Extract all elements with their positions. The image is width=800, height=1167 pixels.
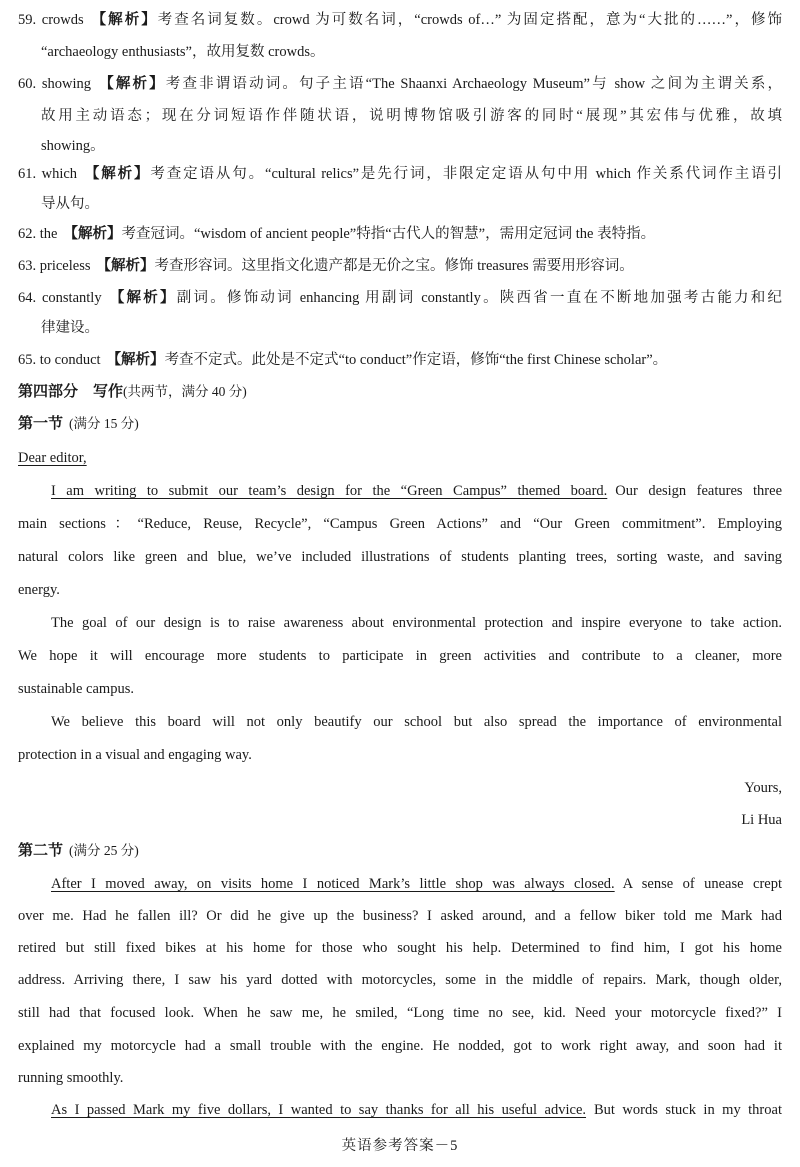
- item-63-text: 考查形容词。这里指文化遗产都是无价之宝。修饰 treasures 需要用形容词。: [154, 258, 634, 274]
- story-p1-line-3: retired but still fixed bikes at his home for those who sought his help. Determined to find him, I got his home: [18, 940, 782, 956]
- story-p2-opening-sentence: As I passed Mark my five dollars, I wanted to say thanks for all his useful advice.: [51, 1102, 587, 1118]
- part-4-title: 第四部分 写作: [18, 384, 124, 400]
- item-59-line-2: “archaeology enthusiasts”，故用复数 crowds。: [41, 44, 325, 60]
- letter-p3-line-1: We believe this board will not only beautify our school but also spread the importance of environmental: [51, 714, 782, 730]
- analysis-tag: 【解析】: [63, 226, 122, 242]
- section-1-title: 第一节: [18, 416, 64, 432]
- item-60-text: 考查非谓语动词。句子主语“The Shaanxi Archaeology Museum”与 show 之间为主谓关系，: [165, 76, 782, 92]
- item-61-line-1: [18, 164, 782, 184]
- item-61-text: 考查定语从句。“cultural relics”是先行词，非限定定语从句中用 which 作关系代词作主语引: [150, 166, 783, 182]
- letter-p1-line-4: energy.: [18, 582, 60, 598]
- letter-p3-line-2: protection in a visual and engaging way.: [18, 747, 252, 763]
- item-64-text: 副词。修饰动词 enhancing 用副词 constantly。陕西省一直在不断地加强考古能力和纪: [176, 290, 783, 306]
- item-60-answer: 60. showing: [18, 76, 92, 92]
- story-p1-line-2: over me. Had he fallen ill? Or did he give up the business? I asked around, and a fellow biker told me Mark had: [18, 908, 782, 924]
- analysis-tag: 【解析】: [106, 352, 165, 368]
- item-63-answer: 63. priceless: [18, 258, 91, 274]
- page-footer: 英语参考答案－5: [341, 1138, 459, 1154]
- item-64-answer: 64. constantly: [18, 290, 102, 306]
- item-59-answer: 59. crowds: [18, 12, 84, 28]
- analysis-tag: 【解析】: [107, 290, 177, 306]
- topic-sentence: I am writing to submit our team’s design for the “Green Campus” themed board.: [51, 483, 608, 499]
- story-p2-line-1: [51, 1100, 782, 1120]
- item-65-text: 考查不定式。此处是不定式“to conduct”作定语，修饰“the first Chinese scholar”。: [164, 352, 668, 368]
- item-60-line-3: showing。: [41, 138, 105, 154]
- item-61-answer: 61. which: [18, 166, 78, 182]
- story-p2-rest: But words stuck in my throat: [594, 1102, 782, 1118]
- story-p1-line-6: explained my motorcycle had a small trouble with the engine. He nodded, got to work right away, and soon had it: [18, 1038, 782, 1054]
- item-59-text: 考查名词复数。crowd 为可数名词，“crowds of…” 为固定搭配，意为“大批的……”，修饰: [157, 12, 783, 28]
- story-p1-line-7: running smoothly.: [18, 1070, 124, 1086]
- section-1-heading: [18, 414, 782, 434]
- analysis-tag: 【解析】: [83, 166, 151, 182]
- analysis-tag: 【解析】: [89, 12, 158, 28]
- letter-closing: Yours,: [744, 780, 782, 796]
- story-p1-line-5: still had that focused look. When he saw me, he smiled, “Long time no see, kid. Need your motorcycle fixed?” I: [18, 1005, 782, 1021]
- item-60-line-1: [18, 74, 782, 94]
- story-opening-sentence: After I moved away, on visits home I noticed Mark’s little shop was always closed.: [51, 876, 615, 892]
- item-62-text: 考查冠词。“wisdom of ancient people”特指“古代人的智慧”，需用定冠词 the 表特指。: [121, 226, 656, 242]
- story-p1-line-4: address. Arriving there, I saw his yard dotted with motorcycles, some in the middle of repairs. Mark, though older,: [18, 972, 782, 988]
- section-1-note: (满分 15 分): [69, 416, 139, 431]
- letter-p1-line-2: main sections：“Reduce, Reuse, Recycle”, “Campus Green Actions” and “Our Green commitment”. Employing: [18, 516, 782, 532]
- section-2-title: 第二节: [18, 843, 64, 859]
- letter-p1-line-3: natural colors like green and blue, we’ve included illustrations of students planting trees, sorting waste, and saving: [18, 549, 782, 565]
- item-64-line-1: [18, 288, 782, 308]
- part-4-heading: [18, 382, 782, 402]
- analysis-tag: 【解析】: [97, 76, 166, 92]
- item-65-line-1: [18, 350, 782, 370]
- item-65-answer: 65. to conduct: [18, 352, 101, 368]
- letter-p2-line-1: The goal of our design is to raise awareness about environmental protection and inspire everyone to take action.: [51, 615, 782, 631]
- section-2-note: (满分 25 分): [69, 843, 139, 858]
- item-62-answer: 62. the: [18, 226, 58, 242]
- letter-p2-line-3: sustainable campus.: [18, 681, 134, 697]
- item-64-line-2: 律建设。: [41, 320, 99, 336]
- story-p1-rest: A sense of unease crept: [622, 876, 782, 892]
- story-p1-line-1: [51, 874, 782, 894]
- analysis-tag: 【解析】: [96, 258, 155, 274]
- item-62-line-1: [18, 224, 782, 244]
- greeting-text: Dear editor,: [18, 450, 87, 466]
- part-4-note: (共两节，满分 40 分): [123, 384, 247, 399]
- letter-p1-rest: Our design features three: [615, 483, 783, 499]
- item-60-line-2: 故用主动语态；现在分词短语作伴随状语，说明博物馆吸引游客的同时“展现”其宏伟与优雅，故填: [41, 108, 782, 124]
- item-59-line-1: [18, 10, 782, 30]
- section-2-heading: [18, 841, 782, 861]
- item-63-line-1: [18, 256, 782, 276]
- letter-p1-line-1: [51, 481, 782, 501]
- item-61-line-2: 导从句。: [41, 196, 99, 212]
- letter-greeting: [18, 448, 782, 468]
- letter-signature: Li Hua: [741, 812, 782, 828]
- letter-p2-line-2: We hope it will encourage more students to participate in green activities and contribute to a cleaner, more: [18, 648, 782, 664]
